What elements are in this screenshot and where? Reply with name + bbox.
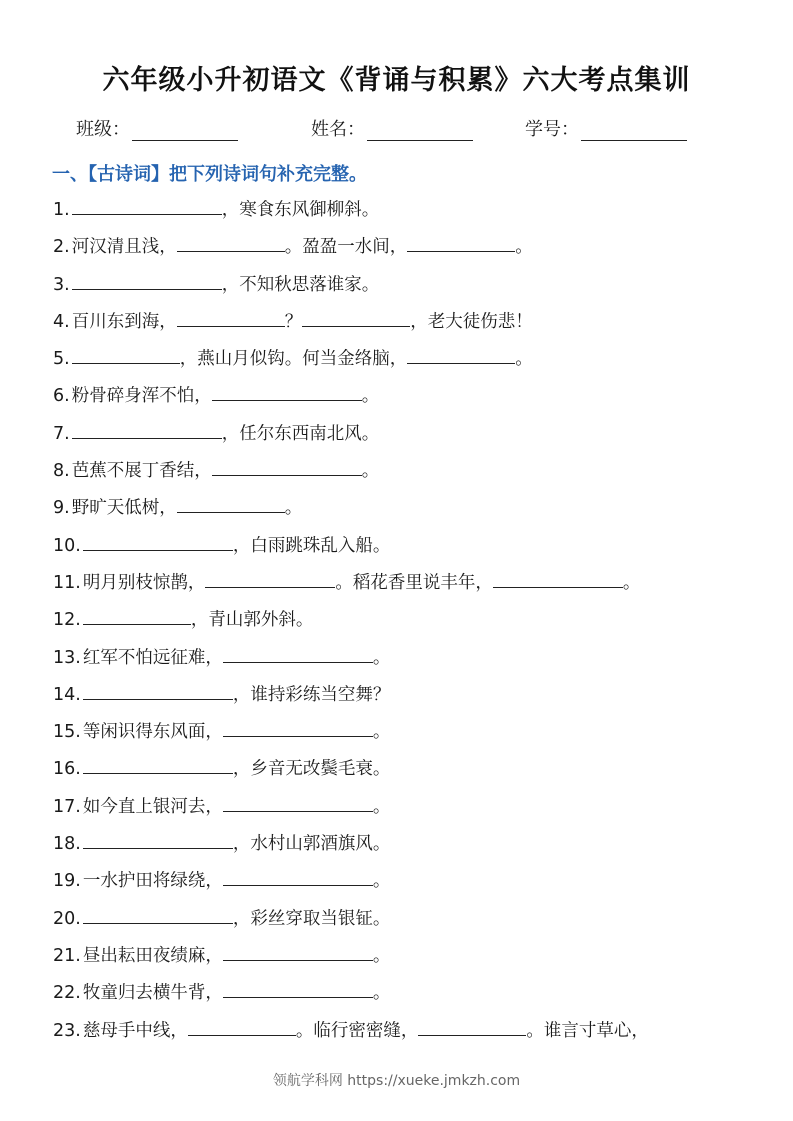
class-label: 班级： <box>76 119 130 140</box>
class-blank[interactable] <box>132 120 238 141</box>
page-title: 六年级小升初语文《背诵与积累》六大考点集训 <box>102 65 691 96</box>
question-text: ，白雨跳珠乱入船。 <box>232 535 391 556</box>
question-text: 。 <box>372 796 391 817</box>
answer-blank[interactable] <box>177 234 285 252</box>
question-item <box>53 904 773 941</box>
question-number: 23. <box>53 1020 81 1041</box>
footer-watermark: 领航学科网 https://xueke.jmkzh.com <box>272 1073 521 1089</box>
question-text: 粉骨碎身浑不怕， <box>71 386 212 407</box>
question-item <box>53 307 773 344</box>
question-number: 20. <box>53 908 81 929</box>
question-text: ，乡音无改鬓毛衰。 <box>232 759 391 780</box>
name-field <box>311 115 473 141</box>
question-text: ，谁持彩练当空舞？ <box>232 684 391 705</box>
question-text: 慈母手中线， <box>82 1020 188 1041</box>
question-item <box>53 680 773 717</box>
answer-blank[interactable] <box>72 346 180 364</box>
answer-blank[interactable] <box>223 794 373 812</box>
question-number: 14. <box>53 684 81 705</box>
question-text: 百川东到海， <box>71 311 177 332</box>
question-text: 。 <box>372 871 391 892</box>
question-item <box>53 568 773 605</box>
question-text: 野旷天低树， <box>71 498 177 519</box>
question-text: 。 <box>372 722 391 743</box>
answer-blank[interactable] <box>83 682 233 700</box>
question-text: 。 <box>515 349 533 370</box>
question-item <box>53 643 773 680</box>
answer-blank[interactable] <box>177 495 285 513</box>
question-text: ，彩丝穿取当银钲。 <box>232 908 391 929</box>
question-number: 3. <box>53 274 70 295</box>
question-text: 。稻花香里说丰年， <box>335 572 493 593</box>
question-number: 9. <box>53 498 70 519</box>
question-item <box>53 978 773 1015</box>
question-number: 11. <box>53 572 81 593</box>
question-item <box>53 754 773 791</box>
question-item <box>53 941 773 978</box>
answer-blank[interactable] <box>72 421 222 439</box>
question-text: 。 <box>284 498 303 519</box>
question-text: 明月别枝惊鹊， <box>82 572 206 593</box>
question-text: 。 <box>372 647 391 668</box>
student-id-field <box>525 115 687 141</box>
question-text: 如今直上银河去， <box>82 796 223 817</box>
answer-blank[interactable] <box>177 309 285 327</box>
question-item <box>53 531 773 568</box>
question-number: 5. <box>53 349 70 370</box>
question-item <box>53 381 773 418</box>
question-text: 昼出耘田夜绩麻， <box>82 945 223 966</box>
question-number: 7. <box>53 423 70 444</box>
question-list <box>53 195 773 1053</box>
question-item <box>53 866 773 903</box>
answer-blank[interactable] <box>223 868 373 886</box>
question-text: 等闲识得东风面， <box>82 722 223 743</box>
question-text: 。临行密密缝， <box>295 1020 419 1041</box>
name-label: 姓名： <box>311 119 365 140</box>
answer-blank[interactable] <box>223 645 373 663</box>
answer-blank[interactable] <box>223 980 373 998</box>
question-number: 1. <box>53 200 70 220</box>
answer-blank[interactable] <box>223 943 373 961</box>
question-number: 17. <box>53 796 81 817</box>
question-text: ，水村山郭酒旗风。 <box>232 834 391 855</box>
question-text: 。 <box>372 983 391 1004</box>
question-text: 河汉清且浅， <box>71 237 177 258</box>
answer-blank[interactable] <box>212 383 362 401</box>
question-number: 22. <box>53 983 81 1004</box>
question-item <box>53 195 773 232</box>
answer-blank[interactable] <box>212 458 362 476</box>
question-text: 。 <box>622 572 641 593</box>
student-id-label: 学号： <box>525 119 579 140</box>
question-text: ，不知秋思落谁家。 <box>221 274 380 295</box>
question-number: 12. <box>53 610 81 631</box>
question-number: 2. <box>53 237 70 258</box>
class-field <box>76 115 238 141</box>
question-text: 。谁言寸草心， <box>526 1020 649 1041</box>
question-number: 8. <box>53 461 70 482</box>
question-text: ，任尔东西南北风。 <box>221 423 380 444</box>
question-item <box>53 456 773 493</box>
question-text: 。盈盈一水间， <box>284 237 408 258</box>
answer-blank[interactable] <box>407 234 515 252</box>
question-text: ？ <box>284 311 303 332</box>
question-item <box>53 419 773 456</box>
question-item <box>53 1016 773 1053</box>
question-item <box>53 232 773 269</box>
question-item <box>53 792 773 829</box>
question-item <box>53 717 773 754</box>
question-text: 。 <box>361 386 380 407</box>
question-text: 一水护田将绿绕， <box>82 871 223 892</box>
question-text: 牧童归去横牛背， <box>82 983 223 1004</box>
name-blank[interactable] <box>367 120 473 141</box>
answer-blank[interactable] <box>407 346 515 364</box>
question-number: 18. <box>53 834 81 855</box>
question-text: 。 <box>361 461 380 482</box>
question-text: ，燕山月似钩。何当金络脑， <box>179 349 408 370</box>
question-text: 。 <box>515 237 533 258</box>
answer-blank[interactable] <box>72 197 222 215</box>
question-text: ，青山郭外斜。 <box>190 610 314 631</box>
answer-blank[interactable] <box>205 570 335 588</box>
question-text: 红军不怕远征难， <box>82 647 223 668</box>
answer-blank[interactable] <box>188 1018 296 1036</box>
answer-blank[interactable] <box>83 756 233 774</box>
question-number: 19. <box>53 871 81 892</box>
question-item <box>53 270 773 307</box>
answer-blank[interactable] <box>83 906 233 924</box>
answer-blank[interactable] <box>83 831 233 849</box>
question-text: ，寒食东风御柳斜。 <box>221 200 380 220</box>
question-text: 。 <box>372 945 391 966</box>
question-number: 6. <box>53 386 70 407</box>
question-number: 10. <box>53 535 81 556</box>
answer-blank[interactable] <box>418 1018 526 1036</box>
student-id-blank[interactable] <box>581 120 687 141</box>
answer-blank[interactable] <box>302 309 410 327</box>
question-text: ，老大徒伤悲！ <box>410 311 533 332</box>
answer-blank[interactable] <box>223 719 373 737</box>
question-number: 13. <box>53 647 81 668</box>
answer-blank[interactable] <box>493 570 623 588</box>
student-info-row <box>0 115 793 141</box>
question-number: 15. <box>53 722 81 743</box>
answer-blank[interactable] <box>83 533 233 551</box>
question-item <box>53 829 773 866</box>
question-number: 21. <box>53 945 81 966</box>
question-item <box>53 605 773 642</box>
answer-blank[interactable] <box>72 272 222 290</box>
answer-blank[interactable] <box>83 607 191 625</box>
question-number: 16. <box>53 759 81 780</box>
section-heading: 一、【古诗词】把下列诗词句补充完整。 <box>52 164 367 185</box>
question-number: 4. <box>53 311 70 332</box>
question-item <box>53 344 773 381</box>
question-text: 芭蕉不展丁香结， <box>71 461 212 482</box>
question-item <box>53 493 773 530</box>
